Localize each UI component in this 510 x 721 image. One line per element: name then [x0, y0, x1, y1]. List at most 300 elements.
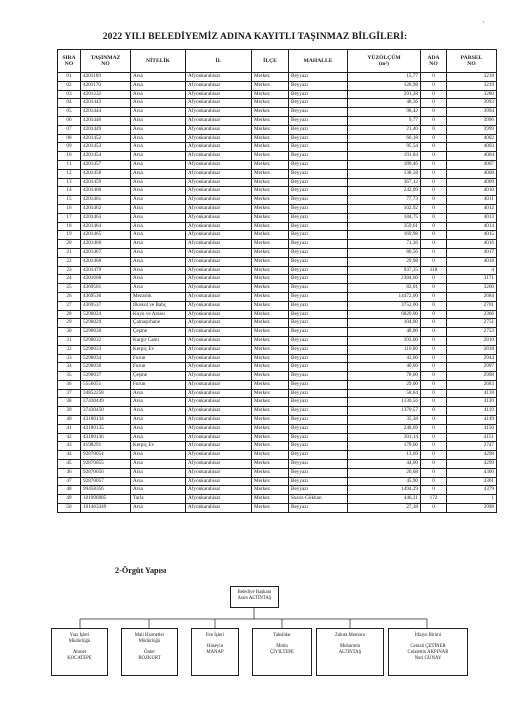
cell-tasinmaz-no: 4201479 [81, 266, 131, 275]
cell-ilce: Merkez [252, 143, 289, 152]
cell-yuzolcum: 102,92 [348, 204, 421, 213]
cell-yuzolcum: 78,00 [348, 372, 421, 381]
cell-il: Afyonkarahisar [186, 178, 252, 187]
cell-il: Afyonkarahisar [186, 169, 252, 178]
cell-mahalle: Beyyazı [289, 143, 348, 152]
cell-ada-no: 0 [421, 451, 447, 460]
cell-yuzolcum: 29,00 [348, 380, 421, 389]
cell-mahalle: Susuz-Gökhan [289, 495, 348, 504]
cell-yuzolcum: 2384,60 [348, 275, 421, 284]
cell-ada-no: 0 [421, 213, 447, 222]
cell-yuzolcum: 116,00 [348, 345, 421, 354]
cell-ada-no: 0 [421, 460, 447, 469]
cell-yuzolcum: 15,77 [348, 73, 421, 82]
cell-sira-no: 06 [58, 116, 81, 125]
cell-ilce: Merkez [252, 90, 289, 99]
cell-yuzolcum: 169,98 [348, 231, 421, 240]
cell-parsel-no: 4009 [447, 178, 497, 187]
cell-il: Afyonkarahisar [186, 222, 252, 231]
cell-mahalle: Beyyazı [289, 169, 348, 178]
cell-mahalle: Beyyazı [289, 187, 348, 196]
mayor-box [230, 586, 279, 608]
cell-yuzolcum: 48,36 [348, 99, 421, 108]
cell-mahalle: Beyyazı [289, 204, 348, 213]
cell-il: Afyonkarahisar [186, 284, 252, 293]
cell-sira-no: 12 [58, 169, 81, 178]
cell-il: Afyonkarahisar [186, 266, 252, 275]
cell-nitelik: Arsa [131, 143, 186, 152]
cell-sira-no: 07 [58, 125, 81, 134]
cell-nitelik: Arsa [131, 504, 186, 513]
cell-parsel-no: 3996 [447, 116, 497, 125]
unit-box-mali-hizmetler [121, 628, 178, 676]
cell-nitelik: Arsa [131, 266, 186, 275]
cell-ilce: Merkez [252, 372, 289, 381]
cell-ilce: Merkez [252, 319, 289, 328]
cell-il: Afyonkarahisar [186, 213, 252, 222]
cell-ilce: Merkez [252, 275, 289, 284]
org-heading: 2-Örgüt Yapısı [115, 566, 167, 575]
cell-tasinmaz-no: 4201170 [81, 81, 131, 90]
mayor-title: Belediye Başkanı [237, 590, 272, 595]
cell-ada-no: 0 [421, 468, 447, 477]
cell-nitelik: Arsa [131, 99, 186, 108]
cell-mahalle: Beyyazı [289, 178, 348, 187]
cell-ilce: Merkez [252, 468, 289, 477]
cell-parsel-no: 4 [447, 266, 497, 275]
cell-sira-no: 19 [58, 231, 81, 240]
cell-tasinmaz-no: 5290034 [81, 354, 131, 363]
cell-ilce: Merkez [252, 433, 289, 442]
cell-parsel-no: 4298 [447, 451, 497, 460]
cell-sira-no: 39 [58, 407, 81, 416]
cell-sira-no: 48 [58, 486, 81, 495]
cell-ilce: Merkez [252, 389, 289, 398]
cell-tasinmaz-no: 5290032 [81, 336, 131, 345]
cell-yuzolcum: 446,21 [348, 495, 421, 504]
cell-nitelik: Arsa [131, 433, 186, 442]
cell-yuzolcum: 180,46 [348, 160, 421, 169]
cell-ada-no: 0 [421, 143, 447, 152]
cell-parsel-no: 2753 [447, 328, 497, 337]
cell-mahalle: Beyyazı [289, 328, 348, 337]
cell-parsel-no: 2818 [447, 345, 497, 354]
cell-nitelik: Arsa [131, 477, 186, 486]
cell-ilce: Merkez [252, 451, 289, 460]
cell-tasinmaz-no: 92870056 [81, 468, 131, 477]
cell-ilce: Merkez [252, 187, 289, 196]
cell-yuzolcum: 367,12 [348, 178, 421, 187]
cell-sira-no: 17 [58, 213, 81, 222]
cell-tasinmaz-no: 101463349 [81, 504, 131, 513]
cell-tasinmaz-no: 37430449 [81, 398, 131, 407]
cell-mahalle: Beyyazı [289, 363, 348, 372]
cell-mahalle: Beyyazı [289, 486, 348, 495]
cell-yuzolcum: 1370,57 [348, 407, 421, 416]
cell-nitelik: Arsa [131, 275, 186, 284]
cell-parsel-no: 3260 [447, 284, 497, 293]
cell-mahalle: Beyyazı [289, 73, 348, 82]
cell-yuzolcum: 9,77 [348, 116, 421, 125]
cell-yuzolcum: 248,69 [348, 424, 421, 433]
cell-il: Afyonkarahisar [186, 116, 252, 125]
cell-yuzolcum: 13,69 [348, 451, 421, 460]
unit-title: Müdürlüğü [138, 639, 161, 644]
cell-parsel-no: 2751 [447, 319, 497, 328]
cell-mahalle: Beyyazı [289, 90, 348, 99]
cell-il: Afyonkarahisar [186, 152, 252, 161]
cell-il: Afyonkarahisar [186, 310, 252, 319]
cell-yuzolcum: 138,58 [348, 169, 421, 178]
cell-nitelik: Arsa [131, 398, 186, 407]
cell-il: Afyonkarahisar [186, 143, 252, 152]
cell-sira-no: 21 [58, 248, 81, 257]
unit-title: Tahsildar [273, 633, 291, 638]
unit-person: Ahmet [72, 650, 87, 655]
cell-ilce: Merkez [252, 73, 289, 82]
cell-ada-no: 0 [421, 90, 447, 99]
cell-nitelik: Arsa [131, 486, 186, 495]
unit-person: KOCATEPE [67, 656, 92, 661]
col-yuzolcum: YÜZÖLÇÜM (m²) [348, 50, 421, 73]
cell-nitelik: Arsa [131, 257, 186, 266]
cell-sira-no: 24 [58, 275, 81, 284]
cell-ada-no: 0 [421, 222, 447, 231]
cell-mahalle: Beyyazı [289, 125, 348, 134]
cell-ilce: Merkez [252, 354, 289, 363]
cell-nitelik: Mezarlık [131, 292, 186, 301]
cell-sira-no: 49 [58, 495, 81, 504]
cell-il: Afyonkarahisar [186, 240, 252, 249]
cell-ilce: Merkez [252, 345, 289, 354]
unit-person: Ömer [144, 650, 155, 655]
cell-sira-no: 03 [58, 90, 81, 99]
cell-nitelik: Çeşme [131, 372, 186, 381]
cell-sira-no: 15 [58, 196, 81, 205]
cell-tasinmaz-no: 4201468 [81, 257, 131, 266]
cell-ada-no: 0 [421, 73, 447, 82]
cell-mahalle: Beyyazı [289, 319, 348, 328]
cell-tasinmaz-no: 5290030 [81, 328, 131, 337]
cell-tasinmaz-no: 4201458 [81, 169, 131, 178]
cell-nitelik: Arsa [131, 451, 186, 460]
cell-nitelik: Çamaşırhane [131, 319, 186, 328]
cell-mahalle: Beyyazı [289, 240, 348, 249]
cell-tasinmaz-no: 92870057 [81, 477, 131, 486]
cell-ilce: Merkez [252, 310, 289, 319]
cell-tasinmaz-no: 34852258 [81, 389, 131, 398]
cell-ilce: Merkez [252, 328, 289, 337]
cell-nitelik: Furun [131, 363, 186, 372]
cell-sira-no: 08 [58, 134, 81, 143]
cell-mahalle: Beyyazı [289, 407, 348, 416]
unit-person: Cemali ÇETİNER [410, 644, 446, 649]
cell-ilce: Merkez [252, 292, 289, 301]
cell-sira-no: 13 [58, 178, 81, 187]
unit-person: MANAP [206, 650, 224, 655]
cell-ada-no: 0 [421, 433, 447, 442]
cell-sira-no: 44 [58, 451, 81, 460]
cell-ilce: Merkez [252, 134, 289, 143]
cell-tasinmaz-no: 92870055 [81, 460, 131, 469]
cell-tasinmaz-no: 5290033 [81, 345, 131, 354]
cell-ada-no: 0 [421, 160, 447, 169]
cell-ada-no: 0 [421, 486, 447, 495]
cell-il: Afyonkarahisar [186, 354, 252, 363]
cell-tasinmaz-no: 4201668 [81, 275, 131, 284]
cell-nitelik: Arsa [131, 134, 186, 143]
cell-il: Afyonkarahisar [186, 407, 252, 416]
cell-sira-no: 34 [58, 363, 81, 372]
cell-nitelik: İlkokul ve Bahç [131, 301, 186, 310]
cell-ilce: Merkez [252, 204, 289, 213]
cell-parsel-no: 4018 [447, 257, 497, 266]
cell-ada-no: 0 [421, 442, 447, 451]
cell-ilce: Merkez [252, 336, 289, 345]
unit-person: Muharrem [339, 644, 361, 649]
cell-mahalle: Beyyazı [289, 99, 348, 108]
mayor-name: Asım ALTINTAŞ [237, 596, 272, 601]
cell-il: Afyonkarahisar [186, 380, 252, 389]
cell-ilce: Merkez [252, 416, 289, 425]
cell-ada-no: 0 [421, 196, 447, 205]
cell-il: Afyonkarahisar [186, 336, 252, 345]
cell-ada-no: 0 [421, 336, 447, 345]
cell-sira-no: 16 [58, 204, 81, 213]
cell-sira-no: 33 [58, 354, 81, 363]
cell-nitelik: Arsa [131, 116, 186, 125]
cell-nitelik: Arsa [131, 424, 186, 433]
cell-mahalle: Beyyazı [289, 275, 348, 284]
cell-ada-no: 0 [421, 292, 447, 301]
cell-nitelik: Arsa [131, 178, 186, 187]
cell-ilce: Merkez [252, 240, 289, 249]
cell-nitelik: Kargir Cami [131, 336, 186, 345]
col-parsel: PARSEL NO [447, 50, 497, 73]
cell-ilce: Merkez [252, 196, 289, 205]
cell-mahalle: Beyyazı [289, 398, 348, 407]
cell-ada-no: 0 [421, 108, 447, 117]
cell-sira-no: 40 [58, 416, 81, 425]
cell-yuzolcum: 82,01 [348, 284, 421, 293]
unit-box-zabita [316, 628, 384, 676]
cell-ada-no: 0 [421, 380, 447, 389]
cell-il: Afyonkarahisar [186, 160, 252, 169]
cell-nitelik: Arsa [131, 187, 186, 196]
col-nitelik: NİTELİK [131, 50, 186, 73]
cell-tasinmaz-no: 4201459 [81, 178, 131, 187]
cell-tasinmaz-no: 4201462 [81, 204, 131, 213]
cell-il: Afyonkarahisar [186, 319, 252, 328]
cell-il: Afyonkarahisar [186, 460, 252, 469]
cell-parsel-no: 2810 [447, 336, 497, 345]
cell-nitelik: Tarla [131, 495, 186, 504]
cell-tasinmaz-no: 101096085 [81, 495, 131, 504]
cell-sira-no: 22 [58, 257, 81, 266]
cell-ada-no: 0 [421, 416, 447, 425]
cell-yuzolcum: 21,40 [348, 125, 421, 134]
cell-yuzolcum: 101,14 [348, 433, 421, 442]
cell-ada-no: 118 [421, 266, 447, 275]
cell-mahalle: Beyyazı [289, 257, 348, 266]
cell-nitelik: Arsa [131, 389, 186, 398]
document-title: 2022 YILI BELEDİYEMİZ ADINA KAYITLI TAŞINMAZ BİLGİLERİ: [102, 31, 408, 42]
cell-tasinmaz-no: 5556051 [81, 380, 131, 389]
cell-sira-no: 28 [58, 310, 81, 319]
cell-parsel-no: 4149 [447, 416, 497, 425]
cell-il: Afyonkarahisar [186, 398, 252, 407]
cell-tasinmaz-no: 4201169 [81, 73, 131, 82]
cell-nitelik: Arsa [131, 213, 186, 222]
unit-title: İtfaiye Birimi [414, 633, 442, 638]
cell-tasinmaz-no: 4198291 [81, 442, 131, 451]
cell-parsel-no: 4151 [447, 433, 497, 442]
cell-parsel-no: 3998 [447, 504, 497, 513]
col-il: İL [186, 50, 252, 73]
cell-mahalle: Beyyazı [289, 292, 348, 301]
cell-sira-no: 25 [58, 284, 81, 293]
cell-ada-no: 0 [421, 134, 447, 143]
cell-ilce: Merkez [252, 125, 289, 134]
unit-title: Fen İşleri [205, 633, 225, 638]
cell-ilce: Merkez [252, 363, 289, 372]
cell-mahalle: Beyyazı [289, 336, 348, 345]
cell-tasinmaz-no: 92870054 [81, 451, 131, 460]
cell-yuzolcum: 27,38 [348, 504, 421, 513]
cell-yuzolcum: 937,35 [348, 266, 421, 275]
cell-ilce: Merkez [252, 398, 289, 407]
cell-nitelik: Arsa [131, 284, 186, 293]
cell-tasinmaz-no: 5290036 [81, 363, 131, 372]
cell-mahalle: Beyyazı [289, 424, 348, 433]
cell-ilce: Merkez [252, 380, 289, 389]
cell-tasinmaz-no: 4201449 [81, 125, 131, 134]
cell-mahalle: Beyyazı [289, 116, 348, 125]
cell-ada-no: 0 [421, 187, 447, 196]
cell-parsel-no: 4120 [447, 398, 497, 407]
cell-il: Afyonkarahisar [186, 73, 252, 82]
cell-mahalle: Beyyazı [289, 389, 348, 398]
unit-person: ÇİYILTEPE [270, 650, 294, 655]
cell-il: Afyonkarahisar [186, 389, 252, 398]
cell-parsel-no: 4016 [447, 240, 497, 249]
cell-sira-no: 47 [58, 477, 81, 486]
cell-yuzolcum: 359,61 [348, 222, 421, 231]
cell-ilce: Merkez [252, 248, 289, 257]
cell-mahalle: Beyyazı [289, 266, 348, 275]
cell-parsel-no: 4003 [447, 143, 497, 152]
cell-yuzolcum: 1494,29 [348, 486, 421, 495]
cell-parsel-no: 4013 [447, 213, 497, 222]
cell-ada-no: 0 [421, 116, 447, 125]
cell-parsel-no: 2683 [447, 380, 497, 389]
cell-parsel-no: 2747 [447, 442, 497, 451]
unit-person: Metin [276, 644, 288, 649]
cell-parsel-no: 4379 [447, 486, 497, 495]
cell-ada-no: 0 [421, 257, 447, 266]
cell-sira-no: 27 [58, 301, 81, 310]
cell-il: Afyonkarahisar [186, 424, 252, 433]
cell-sira-no: 18 [58, 222, 81, 231]
cell-parsel-no: 4299 [447, 460, 497, 469]
cell-mahalle: Beyyazı [289, 433, 348, 442]
cell-sira-no: 41 [58, 424, 81, 433]
cell-mahalle: Beyyazı [289, 451, 348, 460]
cell-yuzolcum: 178,00 [348, 442, 421, 451]
cell-sira-no: 10 [58, 152, 81, 161]
cell-tasinmaz-no: 4201466 [81, 240, 131, 249]
cell-ada-no: 0 [421, 398, 447, 407]
cell-ilce: Merkez [252, 231, 289, 240]
cell-parsel-no: 2366 [447, 310, 497, 319]
cell-mahalle: Beyyazı [289, 301, 348, 310]
col-ada: ADA NO [421, 50, 447, 73]
cell-ilce: Merkez [252, 486, 289, 495]
cell-ilce: Merkez [252, 266, 289, 275]
cell-nitelik: Arsa [131, 90, 186, 99]
cell-nitelik: Furun [131, 354, 186, 363]
cell-ada-no: 0 [421, 81, 447, 90]
cell-mahalle: Beyyazı [289, 380, 348, 389]
cell-il: Afyonkarahisar [186, 187, 252, 196]
cell-il: Afyonkarahisar [186, 231, 252, 240]
cell-sira-no: 38 [58, 398, 81, 407]
cell-sira-no: 42 [58, 433, 81, 442]
cell-ada-no: 0 [421, 328, 447, 337]
cell-il: Afyonkarahisar [186, 433, 252, 442]
cell-il: Afyonkarahisar [186, 301, 252, 310]
cell-ilce: Merkez [252, 152, 289, 161]
cell-il: Afyonkarahisar [186, 442, 252, 451]
cell-il: Afyonkarahisar [186, 372, 252, 381]
cell-sira-no: 11 [58, 160, 81, 169]
unit-title: Yazı İşleri [69, 633, 90, 638]
cell-il: Afyonkarahisar [186, 477, 252, 486]
cell-ilce: Merkez [252, 495, 289, 504]
cell-ilce: Merkez [252, 407, 289, 416]
cell-yuzolcum: 95,54 [348, 143, 421, 152]
cell-sira-no: 23 [58, 266, 81, 275]
cell-ada-no: 0 [421, 389, 447, 398]
cell-il: Afyonkarahisar [186, 363, 252, 372]
cell-ada-no: 0 [421, 178, 447, 187]
cell-ada-no: 0 [421, 477, 447, 486]
cell-tasinmaz-no: 5290037 [81, 372, 131, 381]
cell-yuzolcum: 44,00 [348, 460, 421, 469]
col-tasinmaz: TAŞINMAZ NO [81, 50, 131, 73]
col-mahalle: MAHALLE [289, 50, 348, 73]
unit-box-itfaiye [388, 628, 468, 676]
cell-sira-no: 32 [58, 345, 81, 354]
cell-il: Afyonkarahisar [186, 134, 252, 143]
cell-parsel-no: 2998 [447, 372, 497, 381]
cell-ilce: Merkez [252, 160, 289, 169]
unit-box-fen-isleri [191, 628, 239, 676]
cell-mahalle: Beyyazı [289, 81, 348, 90]
cell-parsel-no: 4007 [447, 160, 497, 169]
unit-person: Nuri GÜNAY [414, 656, 442, 661]
cell-il: Afyonkarahisar [186, 248, 252, 257]
cell-nitelik: Çeşme [131, 328, 186, 337]
cell-tasinmaz-no: 43180134 [81, 416, 131, 425]
cell-tasinmaz-no: 4369501 [81, 284, 131, 293]
cell-sira-no: 04 [58, 99, 81, 108]
cell-ilce: Merkez [252, 169, 289, 178]
cell-parsel-no: 4010 [447, 187, 497, 196]
cell-nitelik: Arsa [131, 152, 186, 161]
cell-yuzolcum: 242,09 [348, 187, 421, 196]
cell-ada-no: 172 [421, 495, 447, 504]
